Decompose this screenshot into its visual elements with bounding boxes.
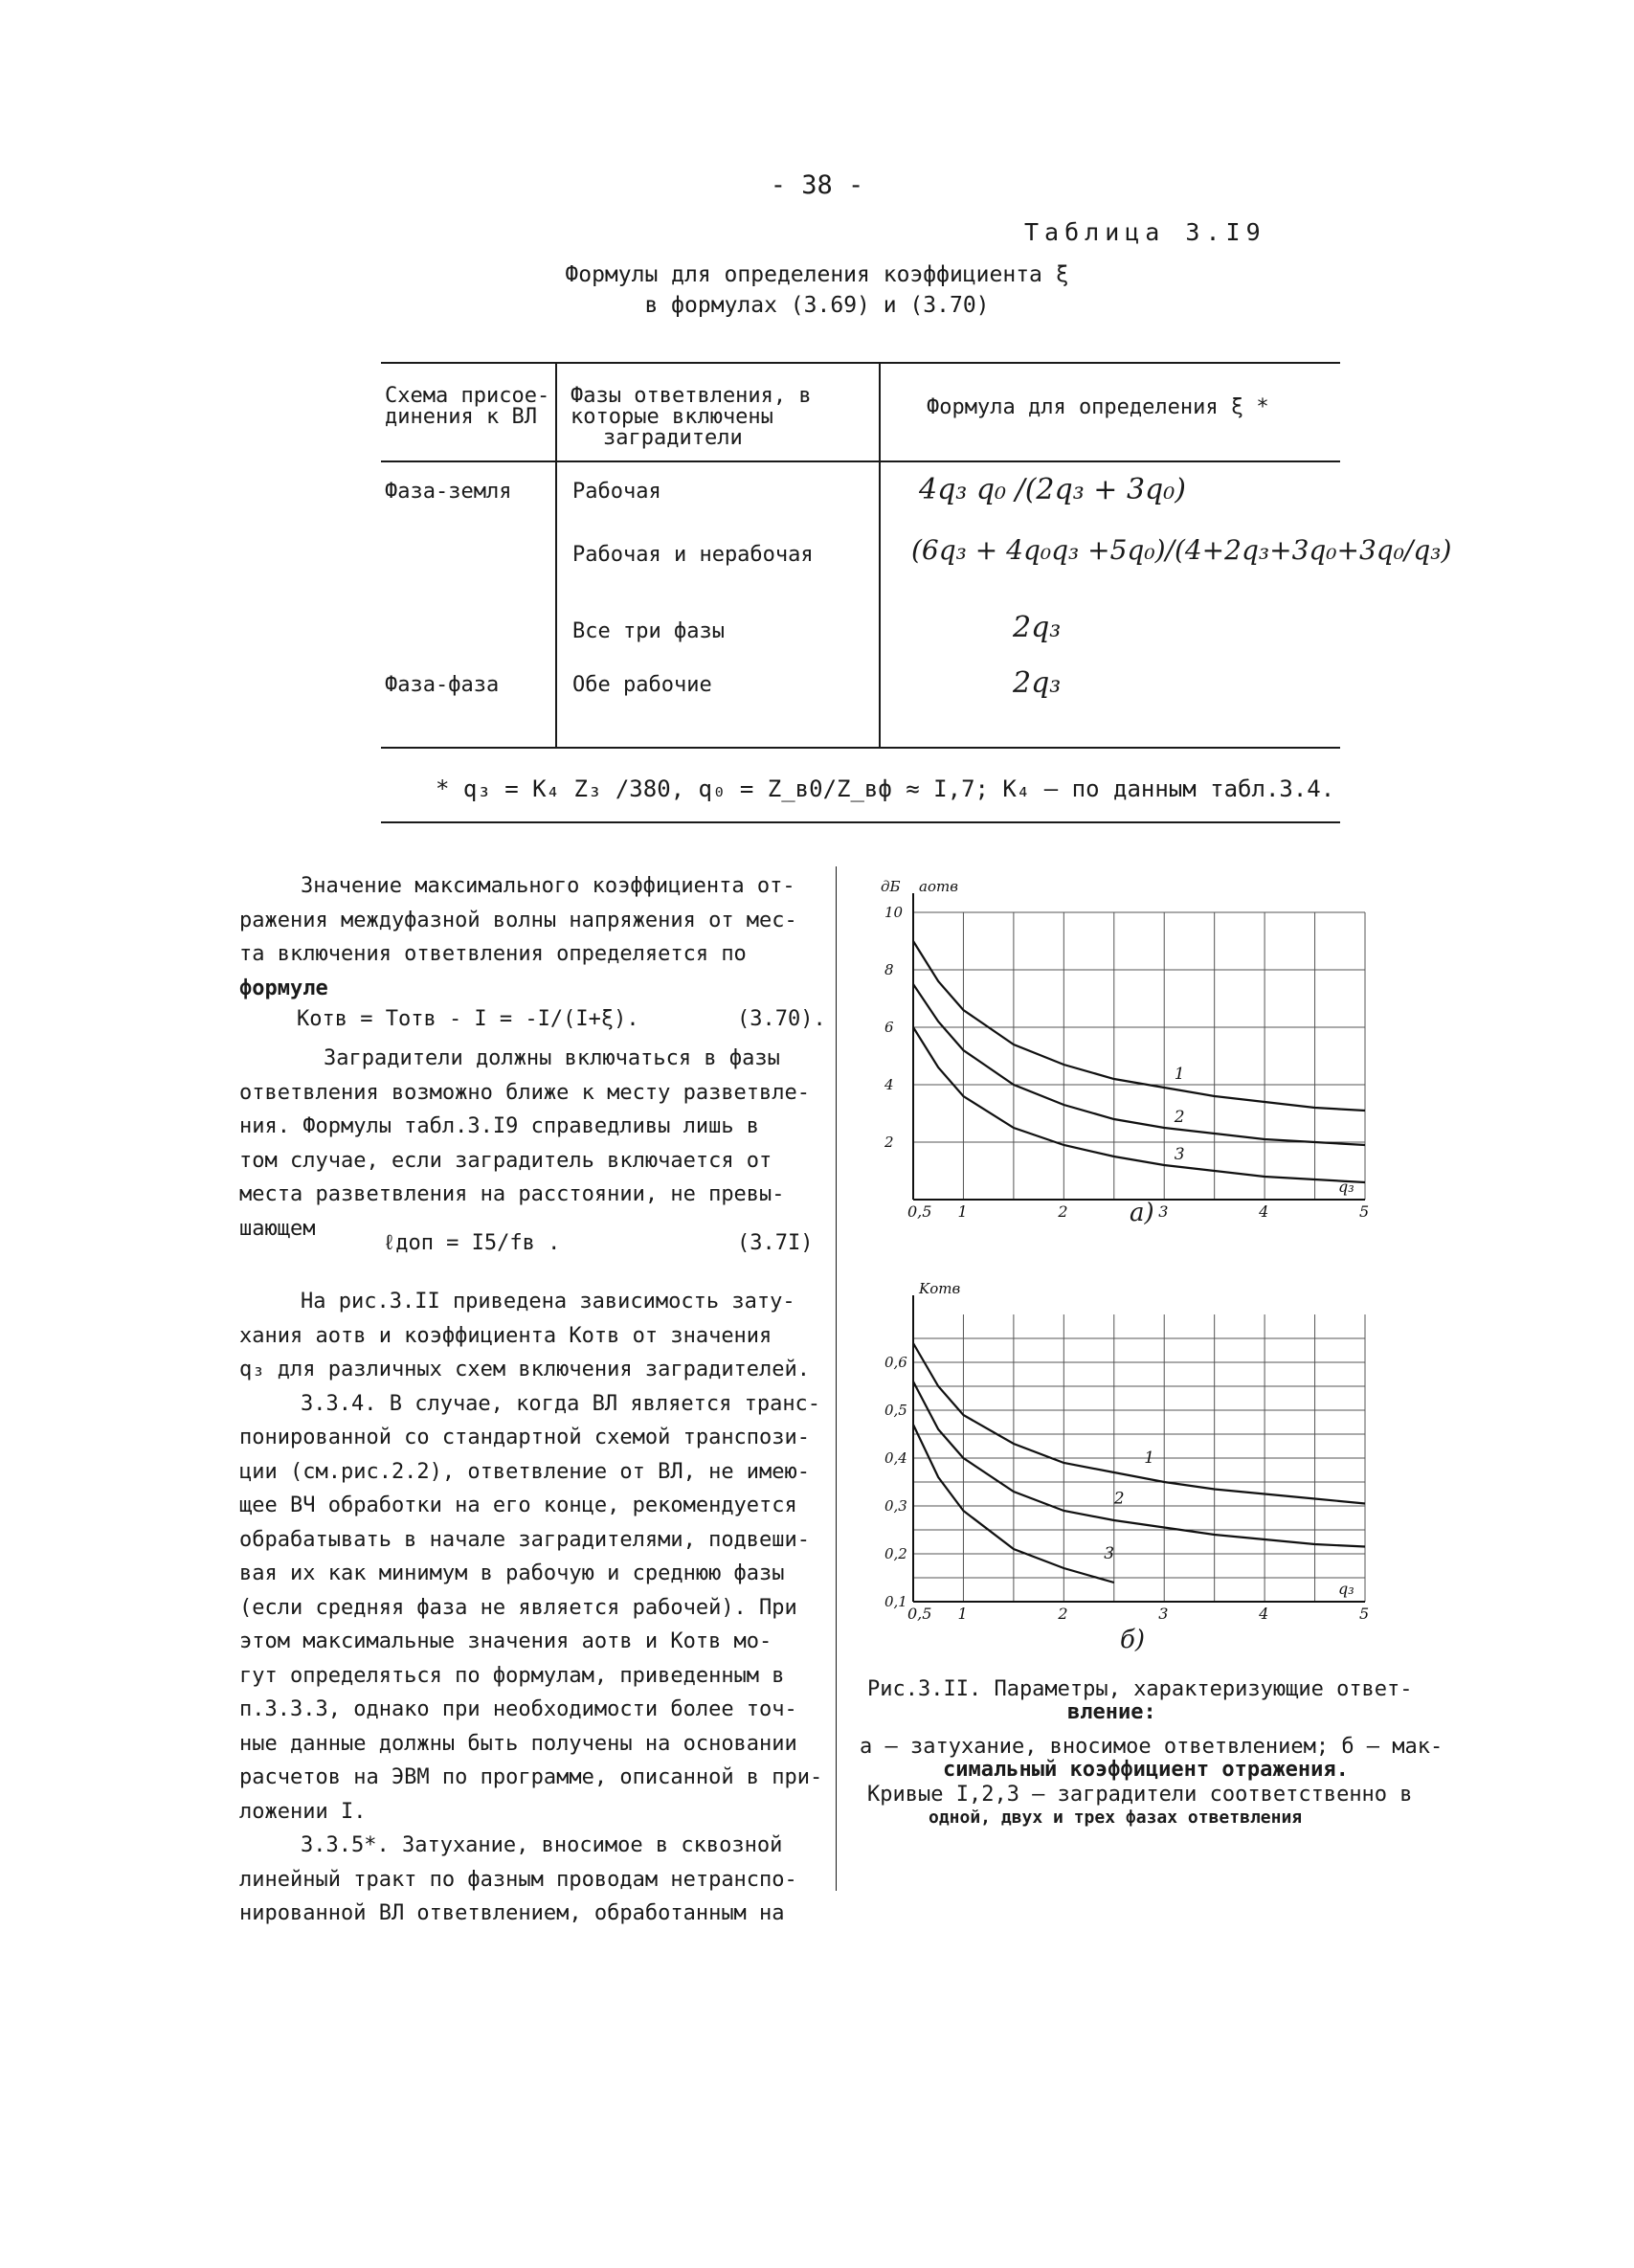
para1-line: Значение максимального коэффициента от- [301, 874, 795, 898]
para3-line: линейный тракт по фазным проводам нетранспо- [239, 1867, 797, 1892]
table-col-divider-1 [555, 362, 557, 747]
para3-line: расчетов на ЭВМ по программе, описанной в при- [239, 1765, 823, 1789]
curve-label-3: 3 [1174, 1145, 1185, 1164]
header-formula: Формула для определения ξ * [927, 395, 1269, 419]
header-phases-1: Фазы ответвления, в [571, 384, 812, 408]
footnote-rule [381, 821, 1340, 823]
curve-label-1: 1 [1144, 1448, 1155, 1468]
y-axis-variable: Kотв [919, 1280, 961, 1297]
para3-line: (если средняя фаза не является рабочей). При [239, 1595, 797, 1620]
para2-line: ния. Формулы табл.3.I9 справедливы лишь в [239, 1114, 760, 1138]
x-tick-label: 2 [1058, 1605, 1068, 1623]
y-axis-unit: дБ [881, 878, 901, 895]
header-phases-3: заградители [603, 426, 743, 450]
para2-line: Заградители должны включаться в фазы [324, 1046, 780, 1070]
table-caption-line1: Формулы для определения коэффициента ξ [565, 262, 1069, 287]
x-tick-label: 3 [1158, 1202, 1169, 1221]
curve-label-2: 2 [1113, 1489, 1125, 1509]
row1-phases: Рабочая [572, 480, 661, 504]
y-tick-label: 8 [884, 961, 894, 978]
para3-line: этом максимальные значения aотв и Kотв мо- [239, 1629, 772, 1653]
left-column-text-2 [239, 1042, 833, 1246]
para1-line: та включения ответвления определяется по [239, 942, 747, 966]
y-tick-label: 0,5 [884, 1402, 907, 1419]
para3-line: 3.3.5*. Затухание, вносимое в сквозной [301, 1833, 783, 1857]
y-tick-label: 0,3 [884, 1497, 907, 1515]
y-tick-label: 0,1 [884, 1593, 907, 1610]
figure-caption-line5: Кривые I,2,3 – заградители соответственно в [867, 1783, 1413, 1807]
para2-line: шающем [239, 1216, 316, 1241]
y-tick-label: 0,6 [884, 1354, 907, 1371]
y-tick-label: 6 [884, 1019, 894, 1036]
curve-label-1: 1 [1174, 1065, 1185, 1084]
table-col-divider-2 [879, 362, 881, 747]
figure-caption-line3: а – затухание, вносимое ответвлением; б – мак- [860, 1735, 1444, 1759]
column-divider [836, 866, 837, 1891]
x-tick-label: 0,5 [907, 1605, 932, 1623]
y-tick-label: 0,4 [884, 1449, 907, 1467]
equation-3-70: Kотв = Tотв - I = -I/(I+ξ). [297, 1007, 639, 1031]
para3-line: понированной со стандартной схемой транспози- [239, 1426, 811, 1449]
para3-line: щее ВЧ обработки на его конце, рекомендуется [239, 1493, 797, 1517]
row3-formula: 2q₃ [1013, 611, 1062, 644]
table-header-rule [381, 460, 1340, 462]
y-tick-label: 2 [884, 1134, 894, 1151]
figure-caption-line2: вление: [1067, 1700, 1156, 1724]
row4-formula: 2q₃ [1013, 666, 1062, 700]
table-footnote: * q₃ = K₄ Z₃ /380, q₀ = Z_в0/Z_вф ≈ I,7; K₄ – по данным табл.3.4. [436, 775, 1335, 802]
para2-line: том случае, если заградитель включается от [239, 1148, 772, 1173]
x-axis-variable: q₃ [1338, 1580, 1354, 1598]
curve-label-2: 2 [1174, 1108, 1185, 1127]
x-tick-label: 4 [1259, 1202, 1269, 1221]
table-top-rule [381, 362, 1340, 364]
left-column-text [239, 869, 833, 1005]
figure-caption-line6: одной, двух и трех фазах ответвления [929, 1808, 1303, 1828]
header-phases-2: которые включены [571, 405, 773, 429]
curve-2 [913, 1381, 1365, 1547]
x-tick-label: 4 [1259, 1605, 1269, 1623]
curve-label-3: 3 [1104, 1544, 1115, 1563]
header-scheme-1: Схема присое- [385, 384, 550, 408]
para3-line: На рис.3.II приведена зависимость зату- [301, 1290, 795, 1314]
header-scheme-2: динения к ВЛ [385, 405, 537, 429]
para3-line: ции (см.рис.2.2), ответвление от ВЛ, не имею- [239, 1459, 811, 1484]
para2-line: места разветвления на расстоянии, не превы- [239, 1182, 785, 1206]
para3-line: нированной ВЛ ответвлением, обработанным на [239, 1901, 785, 1925]
x-tick-label: 3 [1158, 1605, 1169, 1623]
row2-phases: Рабочая и нерабочая [572, 543, 814, 567]
x-tick-label: 1 [957, 1605, 968, 1623]
x-tick-label: 5 [1359, 1605, 1370, 1623]
table-caption-line2: в формулах (3.69) и (3.70) [644, 293, 990, 318]
y-tick-label: 4 [884, 1076, 894, 1093]
para2-line: ответвления возможно ближе к месту разветвле- [239, 1080, 811, 1105]
table-bottom-rule [381, 747, 1340, 749]
para3-line: обрабатывать в начале заградителями, подвеши- [239, 1527, 811, 1552]
para3-line: хания aотв и коэффициента Kотв от значения [239, 1323, 772, 1348]
equation-3-71-number: (3.7I) [737, 1231, 814, 1255]
para3-line: ные данные должны быть получены на основании [239, 1731, 797, 1756]
para3-line: ложении I. [239, 1799, 367, 1824]
curve-2 [913, 984, 1365, 1145]
para3-line: вая их как минимум в рабочую и среднюю фазы [239, 1561, 785, 1585]
row1-scheme: Фаза-земля [385, 480, 512, 504]
curve-1 [913, 1343, 1365, 1504]
x-tick-label: 1 [957, 1202, 968, 1221]
x-tick-label: 2 [1058, 1202, 1068, 1221]
row4-phases: Обе рабочие [572, 673, 712, 697]
para1-line: формуле [239, 976, 328, 1000]
left-column-text-3 [239, 1285, 833, 1931]
x-tick-label: 0,5 [907, 1202, 932, 1221]
row4-scheme: Фаза-фаза [385, 673, 500, 697]
row2-formula: (6q₃ + 4q₀q₃ +5q₀)/(4+2q₃+3q₀+3q₀/q₃) [911, 534, 1452, 566]
row1-formula: 4q₃ q₀ /(2q₃ + 3q₀) [919, 473, 1186, 506]
chart-b-panel-label: б) [1120, 1626, 1146, 1654]
chart-a-panel-label: а) [1130, 1199, 1154, 1227]
equation-3-70-number: (3.70). [737, 1007, 826, 1031]
table-number: Таблица 3.I9 [1024, 218, 1266, 246]
para3-line: п.3.3.3, однако при необходимости более точ- [239, 1697, 797, 1721]
equation-3-71: ℓдоп = I5/fв . [383, 1231, 561, 1255]
y-axis-variable: aотв [919, 878, 958, 895]
page-number: - 38 - [770, 170, 864, 200]
y-tick-label: 0,2 [884, 1545, 907, 1562]
para1-line: ражения междуфазной волны напряжения от мес- [239, 908, 797, 932]
chart-reflection [862, 1269, 1378, 1632]
chart-attenuation [862, 866, 1378, 1230]
para3-line: q₃ для различных схем включения заградителей. [239, 1358, 811, 1381]
figure-caption-line1: Рис.3.II. Параметры, характеризующие ответ- [867, 1677, 1413, 1701]
x-axis-variable: q₃ [1338, 1178, 1354, 1196]
row3-phases: Все три фазы [572, 619, 725, 643]
x-tick-label: 5 [1359, 1202, 1370, 1221]
figure-caption-line4: симальный коэффициент отражения. [943, 1758, 1349, 1782]
para3-line: гут определяться по формулам, приведенным в [239, 1663, 785, 1688]
para3-line: 3.3.4. В случае, когда ВЛ является транс- [301, 1391, 821, 1416]
y-tick-label: 10 [884, 904, 904, 921]
